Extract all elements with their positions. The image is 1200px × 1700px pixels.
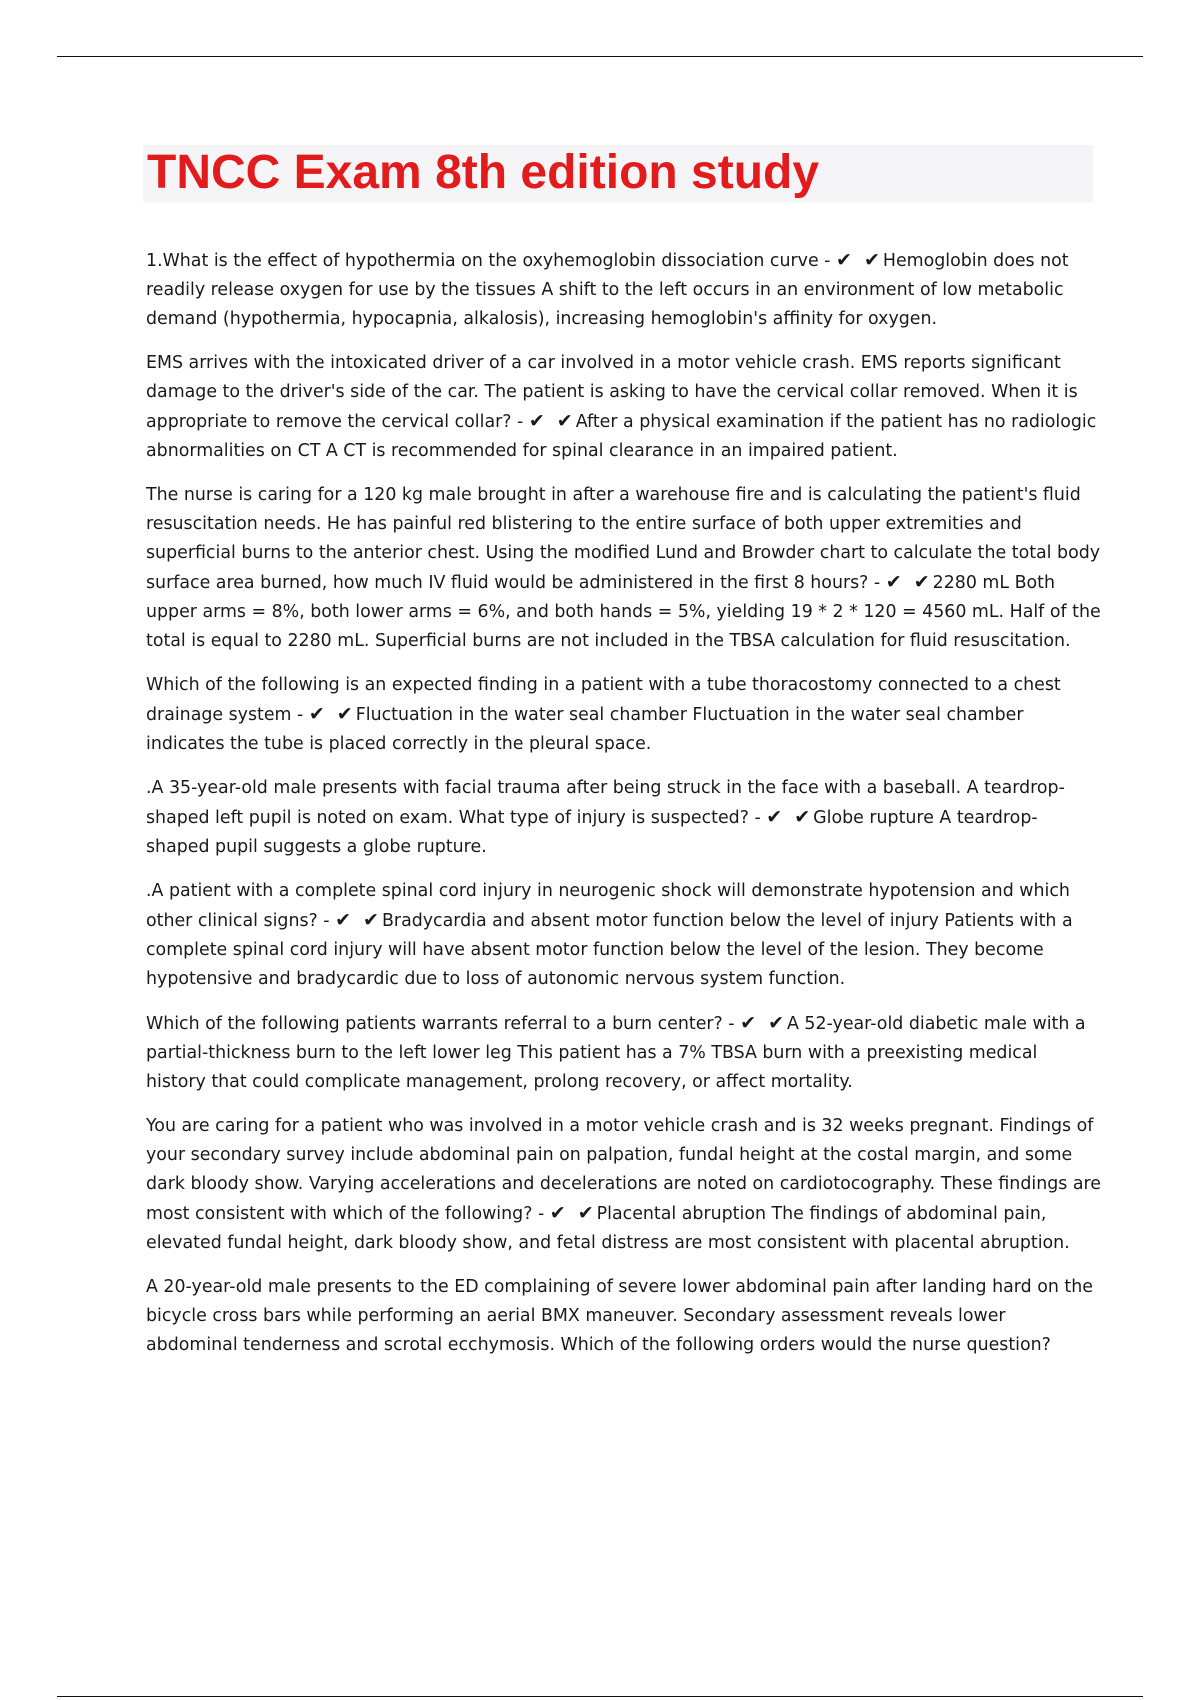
page-bottom-rule — [57, 1696, 1143, 1697]
answer-text: Globe rupture A teardrop-shaped pupil suggests a globe rupture. — [146, 808, 1038, 857]
qa-item-3 — [146, 481, 1101, 656]
question-text: You are caring for a patient who was involved in a motor vehicle crash and is 32 weeks pregnant. Findings of your secondary survey include abdominal pain on palpation, fundal height at the costal margin, and some dark bloody show. Varying accelerations and decelerations are noted on cardiotocography. These findings are most consistent with which of the following? - — [146, 1116, 1101, 1224]
answer-text: Fluctuation in the water seal chamber Fluctuation in the water seal chamber indicates the tube is placed correctly in the pleural space. — [146, 705, 1024, 754]
question-text: The nurse is caring for a 120 kg male brought in after a warehouse fire and is calculating the patient's fluid resuscitation needs. He has painful red blistering to the entire surface of both upper extremities and superficial burns to the anterior chest. Using the modified Lund and Browder chart to calculate the total body surface area burned, how much IV fluid would be administered in the first 8 hours? - — [146, 485, 1101, 593]
qa-item-8 — [146, 1112, 1101, 1258]
double-check-icon: ✔ ✔ — [885, 571, 933, 593]
question-text: .A patient with a complete spinal cord injury in neurogenic shock will demonstrate hypotension and which other clinical signs? - — [146, 881, 1070, 931]
question-text: EMS arrives with the intoxicated driver of a car involved in a motor vehicle crash. EMS reports significant damage to the driver's side of the car. The patient is asking to have the cervical collar removed. When it is appropriate to remove the cervical collar? - — [146, 353, 1078, 432]
question-text: A 20-year-old male presents to the ED complaining of severe lower abdominal pain after landing hard on the bicycle cross bars while performing an aerial BMX maneuver. Secondary assessment reveals lower abdominal tenderness and scrotal ecchymosis. Which of the following orders would the nurse question? — [146, 1277, 1093, 1355]
qa-item-4 — [146, 671, 1101, 759]
double-check-icon: ✔ ✔ — [740, 1012, 787, 1034]
qa-item-1 — [146, 246, 1101, 334]
document-title: TNCC Exam 8th edition study — [147, 146, 820, 199]
qa-item-7 — [146, 1009, 1101, 1097]
qa-item-9 — [146, 1273, 1101, 1360]
question-text: Which of the following patients warrants referral to a burn center? - — [146, 1014, 735, 1034]
answer-text: Placental abruption The findings of abdominal pain, elevated fundal height, dark bloody show, and fetal distress are most consistent with placental abruption. — [146, 1204, 1070, 1253]
double-check-icon: ✔ ✔ — [308, 703, 356, 725]
answer-text: After a physical examination if the patient has no radiologic abnormalities on CT A CT is recommended for spinal clearance in an impaired patient. — [146, 412, 1097, 461]
qa-item-5 — [146, 774, 1101, 862]
answer-text: A 52-year-old diabetic male with a partial-thickness burn to the left lower leg This patient has a 7% TBSA burn with a preexisting medical history that could complicate management, prolong recovery, or affect mortality. — [146, 1014, 1086, 1092]
double-check-icon: ✔ ✔ — [835, 249, 883, 271]
double-check-icon: ✔ ✔ — [335, 909, 382, 931]
qa-list — [146, 246, 1101, 1375]
question-text: 1.What is the effect of hypothermia on the oxyhemoglobin dissociation curve - — [146, 251, 831, 271]
qa-item-6 — [146, 877, 1101, 994]
question-text: Which of the following is an expected finding in a patient with a tube thoracostomy connected to a chest drainage system - — [146, 675, 1061, 725]
answer-text: 2280 mL Both upper arms = 8%, both lower arms = 6%, and both hands = 5%, yielding 19 * 2 * 120 = 4560 mL. Half of the total is equal to 2280 mL. Superficial burns are not included in the TBSA calculation for fluid resuscitation. — [146, 573, 1101, 651]
double-check-icon: ✔ ✔ — [549, 1202, 597, 1224]
answer-text: Bradycardia and absent motor function below the level of injury Patients with a complete spinal cord injury will have absent motor function below the level of the lesion. They become hypotensive and bradycardic due to loss of autonomic nervous system function. — [146, 911, 1073, 989]
answer-text: Hemoglobin does not readily release oxygen for use by the tissues A shift to the left occurs in an environment of low metabolic demand (hypothermia, hypocapnia, alkalosis), increasing hemoglobin's affinity for oxygen. — [146, 251, 1069, 329]
question-text: .A 35-year-old male presents with facial trauma after being struck in the face with a baseball. A teardrop-shaped left pupil is noted on exam. What type of injury is suspected? - — [146, 778, 1065, 828]
page-top-rule — [57, 56, 1143, 57]
double-check-icon: ✔ ✔ — [528, 410, 576, 432]
qa-item-2 — [146, 349, 1101, 466]
double-check-icon: ✔ ✔ — [766, 806, 814, 828]
